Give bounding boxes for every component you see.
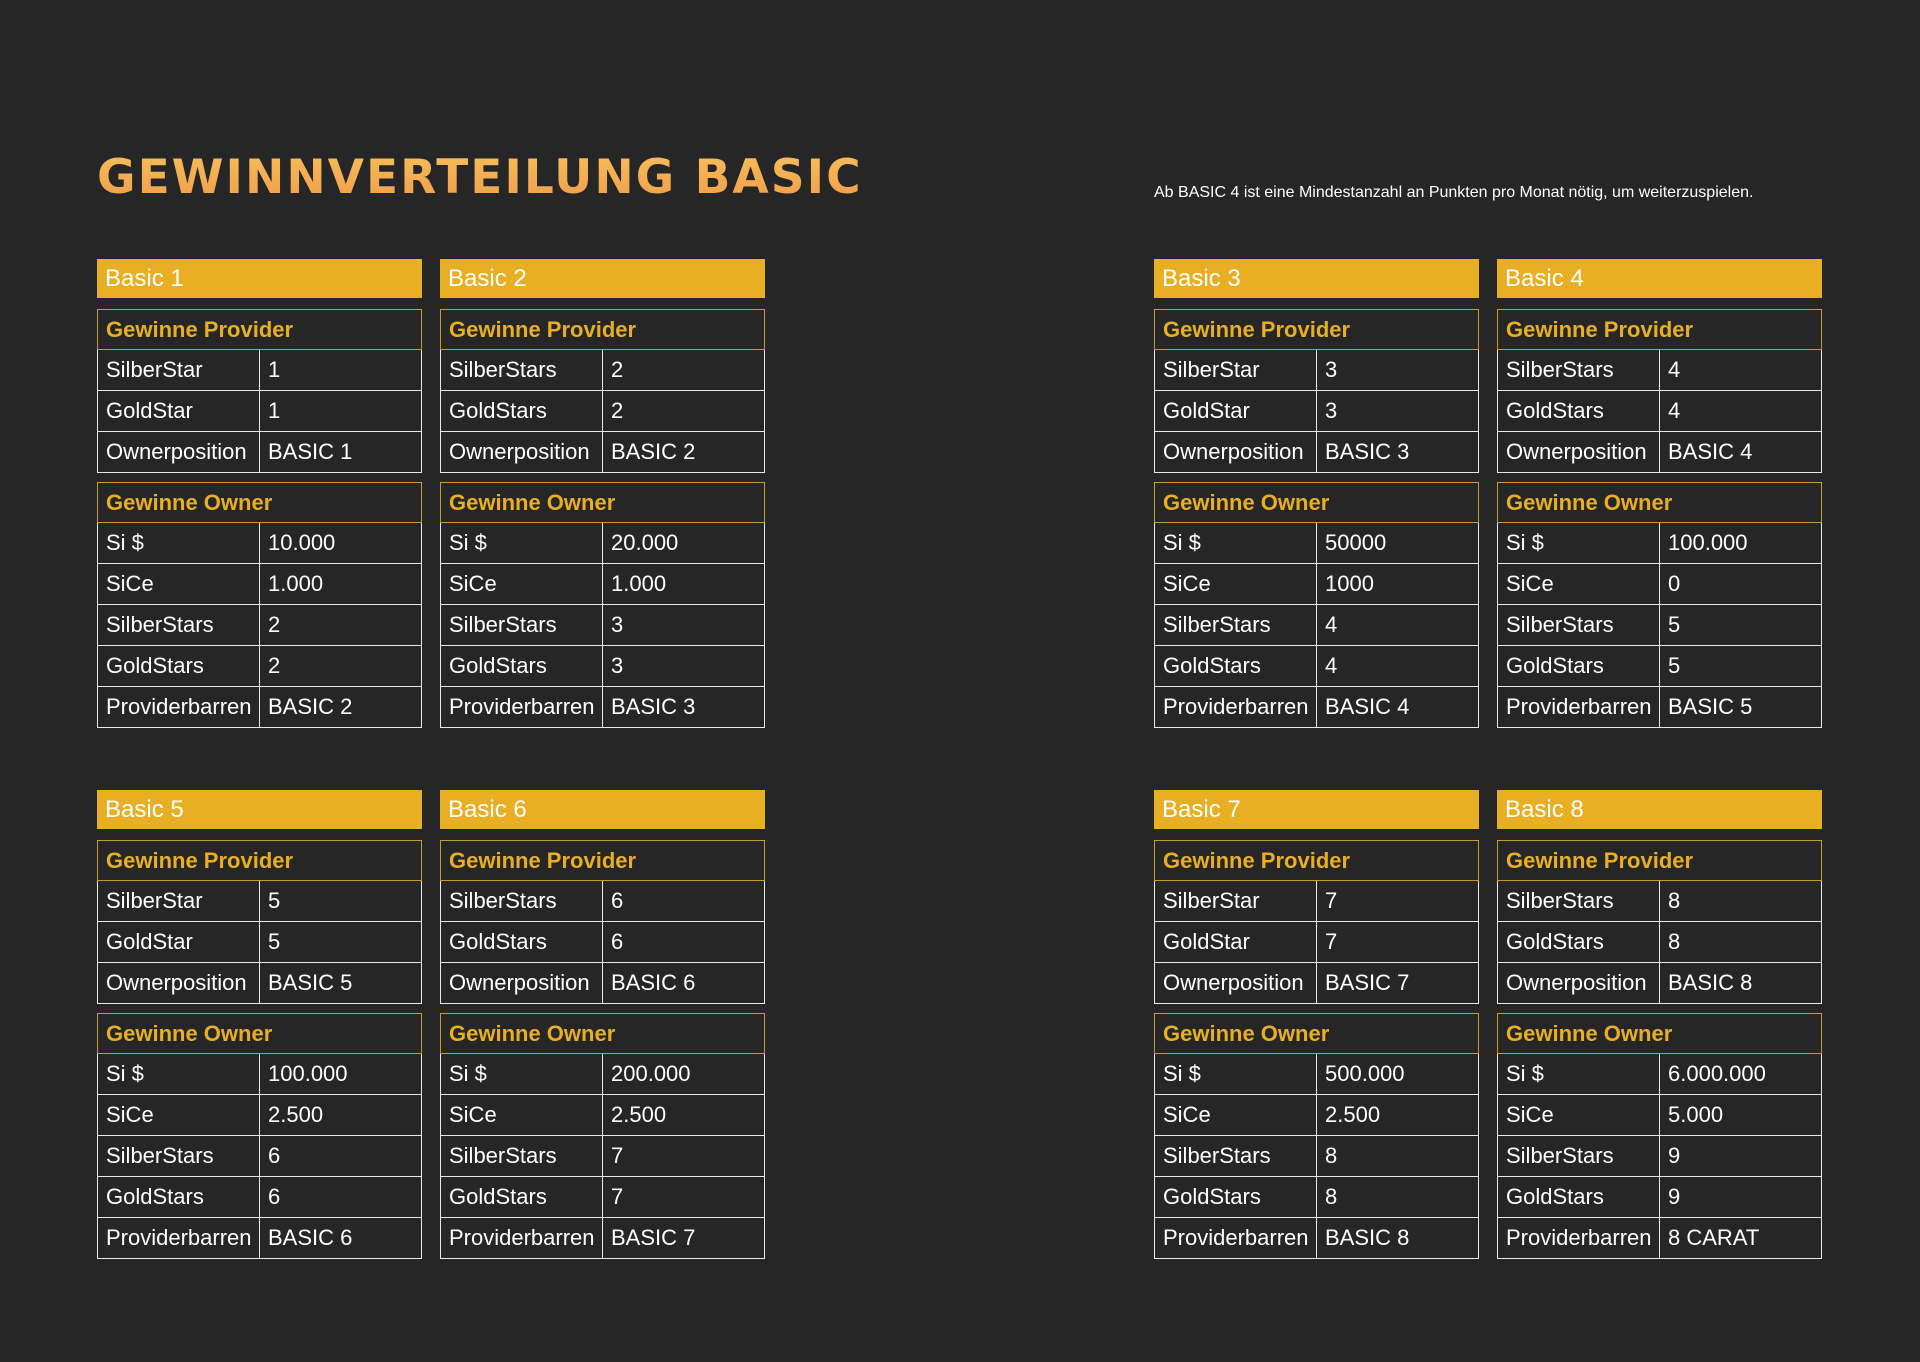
gewinne-provider-heading-row: [98, 310, 422, 350]
row-label: Providerbarren: [1498, 1218, 1660, 1259]
basic-card-2: [440, 259, 765, 737]
row-value: 1: [260, 391, 422, 432]
table-row: [1498, 881, 1822, 922]
row-value: 4: [1660, 350, 1822, 391]
row-value: 3: [603, 646, 765, 687]
card-title: Basic 6: [440, 790, 765, 829]
table-row: [1498, 1136, 1822, 1177]
row-label: SilberStars: [1498, 605, 1660, 646]
row-label: SilberStar: [1155, 881, 1317, 922]
row-label: GoldStar: [98, 391, 260, 432]
table-row: [1155, 1218, 1479, 1259]
table-row: [441, 564, 765, 605]
row-value: 7: [1317, 881, 1479, 922]
basic-card-3: [1154, 259, 1479, 737]
gewinne-owner-heading-row: [98, 483, 422, 523]
table-row: [441, 605, 765, 646]
gewinne-provider-heading-row: [1498, 310, 1822, 350]
basic-card-5: [97, 790, 422, 1268]
table-row: [1498, 646, 1822, 687]
row-label: SilberStars: [441, 350, 603, 391]
table-row: [98, 1218, 422, 1259]
table-row: [98, 350, 422, 391]
row-value: BASIC 5: [260, 963, 422, 1004]
row-label: Si $: [1155, 523, 1317, 564]
table-row: [1155, 1095, 1479, 1136]
gewinne-owner-table: [440, 1013, 765, 1259]
table-row: [1155, 922, 1479, 963]
row-label: SilberStars: [98, 1136, 260, 1177]
row-label: SilberStar: [98, 350, 260, 391]
row-value: BASIC 3: [603, 687, 765, 728]
card-title: Basic 2: [440, 259, 765, 298]
row-value: BASIC 7: [1317, 963, 1479, 1004]
row-value: 8: [1317, 1177, 1479, 1218]
table-row: [1498, 605, 1822, 646]
table-row: [98, 963, 422, 1004]
row-label: Ownerposition: [98, 432, 260, 473]
row-label: SiCe: [441, 1095, 603, 1136]
row-label: GoldStars: [441, 391, 603, 432]
table-row: [441, 1218, 765, 1259]
table-row: [98, 605, 422, 646]
row-label: SiCe: [1498, 564, 1660, 605]
row-value: 4: [1317, 605, 1479, 646]
gewinne-owner-heading-row: [1498, 1014, 1822, 1054]
table-row: [441, 1054, 765, 1095]
row-value: 3: [1317, 350, 1479, 391]
row-value: 100.000: [260, 1054, 422, 1095]
row-label: GoldStars: [1155, 1177, 1317, 1218]
gewinne-provider-heading: Gewinne Provider: [441, 841, 765, 881]
table-row: [441, 391, 765, 432]
gewinne-owner-heading: Gewinne Owner: [1498, 483, 1822, 523]
table-row: [1155, 523, 1479, 564]
row-label: GoldStar: [98, 922, 260, 963]
table-row: [441, 922, 765, 963]
row-value: 1: [260, 350, 422, 391]
row-value: 2.500: [260, 1095, 422, 1136]
row-label: Ownerposition: [1498, 963, 1660, 1004]
row-label: GoldStars: [1498, 391, 1660, 432]
row-label: SilberStars: [1498, 1136, 1660, 1177]
card-title: Basic 1: [97, 259, 422, 298]
table-row: [98, 646, 422, 687]
gewinne-provider-heading: Gewinne Provider: [1498, 841, 1822, 881]
table-row: [1155, 391, 1479, 432]
gewinne-owner-heading: Gewinne Owner: [441, 483, 765, 523]
basic-card-7: [1154, 790, 1479, 1268]
gewinne-owner-table: [1497, 1013, 1822, 1259]
row-label: Si $: [98, 1054, 260, 1095]
row-value: 2.500: [1317, 1095, 1479, 1136]
table-row: [98, 1136, 422, 1177]
gewinne-provider-heading-row: [1155, 310, 1479, 350]
row-label: Ownerposition: [98, 963, 260, 1004]
gewinne-owner-table: [1154, 482, 1479, 728]
table-row: [98, 432, 422, 473]
row-value: 7: [1317, 922, 1479, 963]
gewinne-provider-heading-row: [1155, 841, 1479, 881]
row-label: Si $: [1498, 1054, 1660, 1095]
row-value: 20.000: [603, 523, 765, 564]
row-label: SilberStars: [1498, 881, 1660, 922]
gewinne-owner-heading: Gewinne Owner: [441, 1014, 765, 1054]
row-value: BASIC 7: [603, 1218, 765, 1259]
row-label: SilberStar: [98, 881, 260, 922]
row-value: 5: [260, 922, 422, 963]
gewinne-provider-heading-row: [1498, 841, 1822, 881]
row-label: SiCe: [98, 1095, 260, 1136]
table-row: [98, 564, 422, 605]
table-row: [1155, 432, 1479, 473]
table-row: [1155, 687, 1479, 728]
gewinne-provider-heading: Gewinne Provider: [98, 841, 422, 881]
row-label: SilberStar: [1155, 350, 1317, 391]
gewinne-owner-heading: Gewinne Owner: [1155, 1014, 1479, 1054]
gewinne-provider-heading: Gewinne Provider: [1155, 310, 1479, 350]
table-row: [441, 881, 765, 922]
gewinne-provider-table: [1154, 309, 1479, 473]
row-label: GoldStars: [441, 646, 603, 687]
row-value: 2: [603, 391, 765, 432]
card-title: Basic 7: [1154, 790, 1479, 829]
card-title: Basic 3: [1154, 259, 1479, 298]
gewinne-provider-heading-row: [441, 841, 765, 881]
row-label: Providerbarren: [441, 1218, 603, 1259]
row-value: 6: [260, 1177, 422, 1218]
row-value: BASIC 2: [603, 432, 765, 473]
row-value: 8: [1660, 881, 1822, 922]
row-label: GoldStars: [1155, 646, 1317, 687]
row-value: 0: [1660, 564, 1822, 605]
card-title: Basic 5: [97, 790, 422, 829]
row-value: 100.000: [1660, 523, 1822, 564]
table-row: [1155, 646, 1479, 687]
table-row: [98, 687, 422, 728]
table-row: [441, 1136, 765, 1177]
table-row: [1155, 350, 1479, 391]
gewinne-owner-heading: Gewinne Owner: [1498, 1014, 1822, 1054]
row-label: Providerbarren: [98, 1218, 260, 1259]
table-row: [441, 1177, 765, 1218]
gewinne-owner-heading-row: [1155, 1014, 1479, 1054]
row-label: SilberStars: [441, 1136, 603, 1177]
gewinne-owner-heading-row: [441, 1014, 765, 1054]
row-value: 3: [1317, 391, 1479, 432]
table-row: [441, 1095, 765, 1136]
row-label: GoldStars: [441, 1177, 603, 1218]
row-label: Si $: [98, 523, 260, 564]
row-label: Si $: [1155, 1054, 1317, 1095]
gewinne-provider-heading-row: [98, 841, 422, 881]
table-row: [441, 963, 765, 1004]
gewinne-owner-heading: Gewinne Owner: [98, 483, 422, 523]
row-value: BASIC 2: [260, 687, 422, 728]
table-row: [441, 432, 765, 473]
row-value: 1000: [1317, 564, 1479, 605]
table-row: [98, 391, 422, 432]
gewinne-provider-table: [97, 840, 422, 1004]
row-value: 5: [1660, 605, 1822, 646]
gewinne-owner-heading-row: [1498, 483, 1822, 523]
row-label: Ownerposition: [1155, 963, 1317, 1004]
row-value: 500.000: [1317, 1054, 1479, 1095]
gewinne-owner-table: [1154, 1013, 1479, 1259]
gewinne-owner-table: [97, 482, 422, 728]
table-row: [98, 881, 422, 922]
row-value: 7: [603, 1177, 765, 1218]
row-label: GoldStars: [1498, 922, 1660, 963]
table-row: [1498, 1095, 1822, 1136]
table-row: [1498, 350, 1822, 391]
row-value: 8: [1660, 922, 1822, 963]
table-row: [441, 523, 765, 564]
table-row: [98, 1054, 422, 1095]
row-label: SilberStars: [1155, 605, 1317, 646]
row-value: 1.000: [260, 564, 422, 605]
row-label: GoldStars: [98, 1177, 260, 1218]
gewinne-owner-table: [97, 1013, 422, 1259]
table-row: [1155, 881, 1479, 922]
row-value: 6: [260, 1136, 422, 1177]
row-value: 1.000: [603, 564, 765, 605]
row-label: SilberStars: [1498, 350, 1660, 391]
row-label: Ownerposition: [441, 963, 603, 1004]
row-value: 200.000: [603, 1054, 765, 1095]
gewinne-owner-heading-row: [98, 1014, 422, 1054]
row-value: BASIC 4: [1660, 432, 1822, 473]
card-title: Basic 8: [1497, 790, 1822, 829]
gewinne-owner-heading-row: [1155, 483, 1479, 523]
row-label: SiCe: [441, 564, 603, 605]
row-value: BASIC 5: [1660, 687, 1822, 728]
row-label: Providerbarren: [441, 687, 603, 728]
row-value: BASIC 4: [1317, 687, 1479, 728]
row-value: 7: [603, 1136, 765, 1177]
gewinne-provider-heading: Gewinne Provider: [1498, 310, 1822, 350]
row-value: 2.500: [603, 1095, 765, 1136]
gewinne-provider-table: [1154, 840, 1479, 1004]
row-label: SiCe: [1155, 1095, 1317, 1136]
row-value: 10.000: [260, 523, 422, 564]
row-value: BASIC 8: [1317, 1218, 1479, 1259]
row-label: GoldStars: [98, 646, 260, 687]
row-label: GoldStar: [1155, 922, 1317, 963]
row-value: 5: [1660, 646, 1822, 687]
row-value: 2: [260, 605, 422, 646]
gewinne-provider-heading: Gewinne Provider: [441, 310, 765, 350]
table-row: [1498, 1218, 1822, 1259]
table-row: [98, 922, 422, 963]
row-value: 9: [1660, 1136, 1822, 1177]
gewinne-owner-table: [440, 482, 765, 728]
row-value: BASIC 1: [260, 432, 422, 473]
table-row: [1155, 963, 1479, 1004]
gewinne-provider-heading-row: [441, 310, 765, 350]
row-value: 8 CARAT: [1660, 1218, 1822, 1259]
row-label: GoldStars: [441, 922, 603, 963]
table-row: [1498, 1054, 1822, 1095]
table-row: [1498, 687, 1822, 728]
table-row: [1498, 432, 1822, 473]
table-row: [441, 350, 765, 391]
gewinne-provider-table: [97, 309, 422, 473]
row-value: 2: [603, 350, 765, 391]
table-row: [98, 523, 422, 564]
gewinne-provider-table: [440, 309, 765, 473]
gewinne-provider-table: [1497, 309, 1822, 473]
row-value: 6.000.000: [1660, 1054, 1822, 1095]
row-value: BASIC 8: [1660, 963, 1822, 1004]
table-row: [1155, 1136, 1479, 1177]
basic-card-4: [1497, 259, 1822, 737]
table-row: [1155, 1177, 1479, 1218]
gewinne-provider-heading: Gewinne Provider: [1155, 841, 1479, 881]
row-value: 50000: [1317, 523, 1479, 564]
row-label: Ownerposition: [1155, 432, 1317, 473]
row-label: Si $: [1498, 523, 1660, 564]
row-label: SiCe: [1155, 564, 1317, 605]
row-value: BASIC 3: [1317, 432, 1479, 473]
row-value: 4: [1660, 391, 1822, 432]
row-label: Ownerposition: [1498, 432, 1660, 473]
row-value: 4: [1317, 646, 1479, 687]
table-row: [1498, 963, 1822, 1004]
table-row: [441, 646, 765, 687]
row-label: Providerbarren: [1498, 687, 1660, 728]
gewinne-owner-table: [1497, 482, 1822, 728]
row-value: 6: [603, 922, 765, 963]
row-value: BASIC 6: [260, 1218, 422, 1259]
gewinne-provider-table: [440, 840, 765, 1004]
table-row: [1498, 922, 1822, 963]
row-label: Ownerposition: [441, 432, 603, 473]
row-value: 9: [1660, 1177, 1822, 1218]
table-row: [1498, 564, 1822, 605]
table-row: [1498, 1177, 1822, 1218]
table-row: [1155, 605, 1479, 646]
row-value: 5.000: [1660, 1095, 1822, 1136]
row-label: Providerbarren: [98, 687, 260, 728]
table-row: [1498, 391, 1822, 432]
row-label: Providerbarren: [1155, 1218, 1317, 1259]
row-label: SilberStars: [441, 881, 603, 922]
row-label: GoldStars: [1498, 646, 1660, 687]
row-value: BASIC 6: [603, 963, 765, 1004]
page-title: GEWINNVERTEILUNG BASIC: [97, 150, 863, 205]
row-label: SilberStars: [1155, 1136, 1317, 1177]
basic-card-6: [440, 790, 765, 1268]
row-label: SilberStars: [98, 605, 260, 646]
row-label: Si $: [441, 1054, 603, 1095]
table-row: [98, 1095, 422, 1136]
page-note: Ab BASIC 4 ist eine Mindestanzahl an Punkten pro Monat nötig, um weiterzuspielen.: [1154, 184, 1754, 201]
basic-card-1: [97, 259, 422, 737]
row-label: SiCe: [98, 564, 260, 605]
card-title: Basic 4: [1497, 259, 1822, 298]
row-label: SilberStars: [441, 605, 603, 646]
gewinne-provider-heading: Gewinne Provider: [98, 310, 422, 350]
table-row: [1155, 1054, 1479, 1095]
gewinne-owner-heading: Gewinne Owner: [1155, 483, 1479, 523]
row-value: 5: [260, 881, 422, 922]
basic-card-8: [1497, 790, 1822, 1268]
gewinne-owner-heading-row: [441, 483, 765, 523]
row-label: Si $: [441, 523, 603, 564]
gewinne-provider-table: [1497, 840, 1822, 1004]
row-label: Providerbarren: [1155, 687, 1317, 728]
row-value: 3: [603, 605, 765, 646]
row-value: 2: [260, 646, 422, 687]
row-label: SiCe: [1498, 1095, 1660, 1136]
table-row: [1498, 523, 1822, 564]
table-row: [98, 1177, 422, 1218]
row-label: GoldStar: [1155, 391, 1317, 432]
gewinne-owner-heading: Gewinne Owner: [98, 1014, 422, 1054]
row-value: 6: [603, 881, 765, 922]
table-row: [1155, 564, 1479, 605]
row-value: 8: [1317, 1136, 1479, 1177]
table-row: [441, 687, 765, 728]
row-label: GoldStars: [1498, 1177, 1660, 1218]
